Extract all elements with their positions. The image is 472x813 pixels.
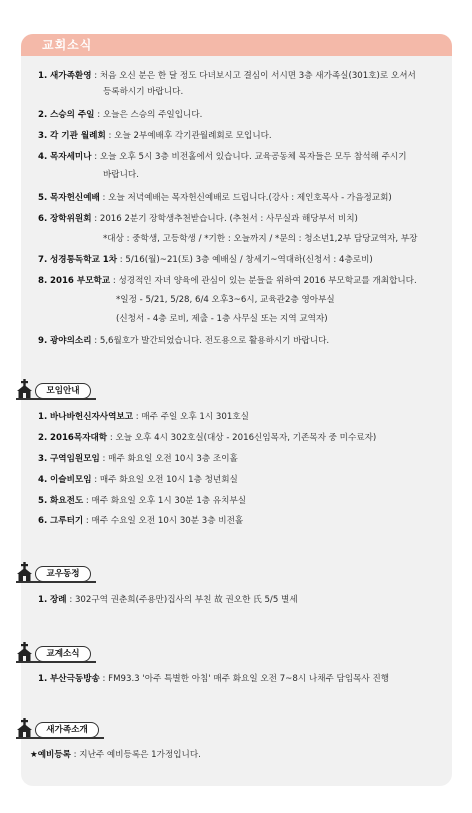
church-news-item-3: 3. 각 기관 월례회 : 오늘 2부예배후 각기관월례회로 모입니다. — [38, 131, 272, 141]
church-news-item-6-cont: *대상 : 중학생, 고등학생 / *기한 : 오늘까지 / *문의 : 청소년1,2부 담당교역자, 부장 — [103, 234, 418, 244]
church-news-item-8: 8. 2016 부모학교 : 성경적인 자녀 양육에 관심이 있는 분들을 위하여 2016 부모학교를 개최합니다. — [38, 276, 417, 286]
church-news-item-7: 7. 성경통독학교 1차 : 5/16(월)~21(토) 3층 예배실 / 창세기~역대하(신청서 : 4층로비) — [38, 255, 373, 265]
church-news-item-8-cont: *일정 - 5/21, 5/28, 6/4 오후3~6시, 교육관2층 영아부실 — [116, 295, 335, 305]
meeting-item-2: 2. 2016목자대학 : 오늘 오후 4시 302호실(대상 - 2016신임목자, 기존목자 중 미수료자) — [38, 433, 377, 443]
section-new-family-title: 새가족소개 — [35, 722, 99, 738]
church-news-item-5: 5. 목자헌신예배 : 오늘 저녁예배는 목자헌신예배로 드립니다.(강사 : 제인호목사 - 가음정교회) — [38, 193, 392, 203]
new-family-item-1: ★예비등록 : 지난주 예비등록은 1가정입니다. — [30, 750, 201, 760]
section-divider — [16, 737, 104, 739]
section-divider — [16, 398, 96, 400]
section-divider — [16, 581, 96, 583]
meeting-item-6: 6. 그루터기 : 매주 수요일 오전 10시 30분 3층 비전홀 — [38, 516, 244, 526]
section-divider — [16, 661, 96, 663]
church-news-item-4: 4. 목자세미나 : 오늘 오후 5시 3층 비전홀에서 있습니다. 교육공동체 목자들은 모두 참석해 주시기 — [38, 152, 407, 162]
church-news-item-9: 9. 광야의소리 : 5,6월호가 발간되었습니다. 전도용으로 활용하시기 바랍니다. — [38, 336, 330, 346]
header-title: 교회소식 — [42, 38, 93, 52]
church-icon — [16, 562, 33, 581]
section-member-news-title: 교우동정 — [35, 566, 91, 582]
member-news-item-1: 1. 장례 : 302구역 권춘희(주용만)집사의 부친 故 권오한 氏 5/5 별세 — [38, 595, 298, 605]
church-icon — [16, 718, 33, 737]
church-icon — [16, 379, 33, 398]
church-news-item-2: 2. 스승의 주일 : 오늘은 스승의 주일입니다. — [38, 110, 203, 120]
church-icon — [16, 642, 33, 661]
external-news-item-1: 1. 부산극동방송 : FM93.3 '아주 특별한 아침' 매주 화요일 오전 7~8시 나채주 담임목사 진행 — [38, 674, 390, 684]
church-news-item-6: 6. 장학위원회 : 2016 2분기 장학생추천받습니다. (추천서 : 사무실과 해당부서 비치) — [38, 214, 358, 224]
church-news-item-8-cont2: (신청서 - 4층 로비, 제출 - 1층 사무실 또는 지역 교역자) — [116, 314, 328, 324]
meeting-item-1: 1. 바나바헌신자사역보고 : 매주 주일 오후 1시 301호실 — [38, 412, 249, 422]
church-news-item-1-cont: 등록하시기 바랍니다. — [103, 87, 184, 97]
meeting-item-4: 4. 이슬비모임 : 매주 화요일 오전 10시 1층 청년회실 — [38, 475, 238, 485]
meeting-item-3: 3. 구역임원모임 : 매주 화요일 오전 10시 3층 조이홀 — [38, 454, 238, 464]
section-external-news-title: 교계소식 — [35, 646, 91, 662]
section-meetings-title: 모임안내 — [35, 383, 91, 399]
header-bar — [21, 34, 452, 56]
church-news-item-4-cont: 바랍니다. — [103, 170, 139, 180]
church-news-item-1: 1. 새가족환영 : 처음 오신 분은 한 달 정도 다녀보시고 결심이 서시면 3층 새가족실(301호)로 오셔서 — [38, 71, 416, 81]
meeting-item-5: 5. 화요전도 : 매주 화요일 오후 1시 30분 1층 유치부실 — [38, 496, 247, 506]
